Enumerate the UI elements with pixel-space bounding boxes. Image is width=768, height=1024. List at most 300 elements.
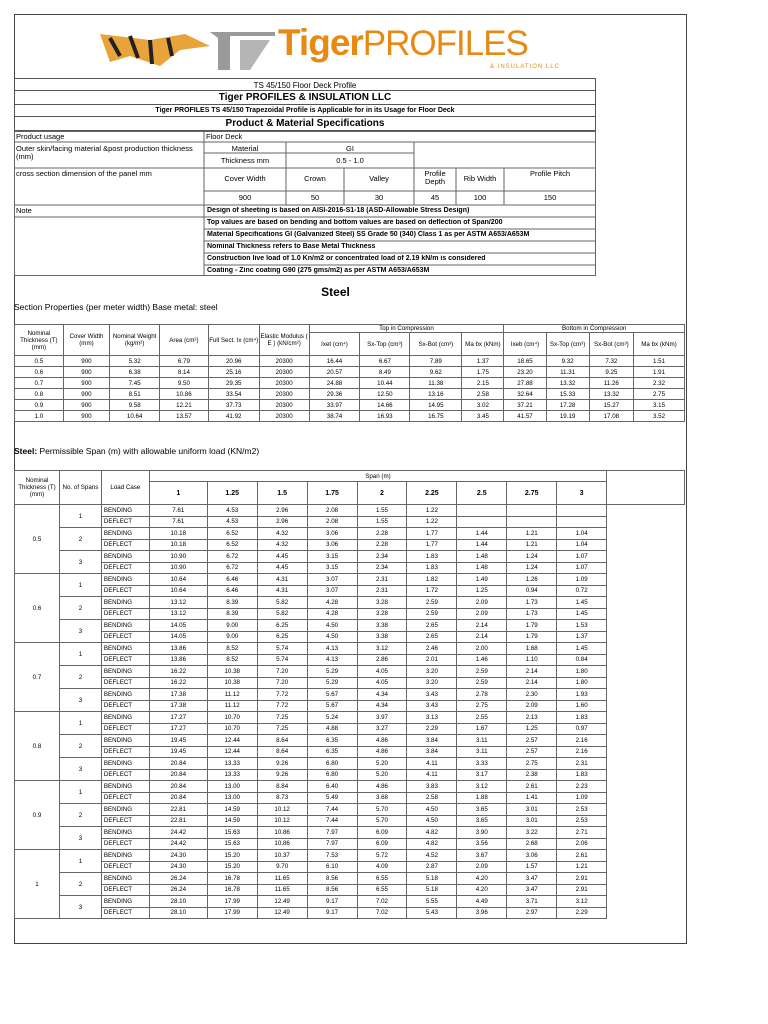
span-value-cell: 5.72 bbox=[357, 850, 407, 862]
span-value-cell: 1.24 bbox=[507, 562, 557, 574]
span-value-cell: 2.28 bbox=[357, 539, 407, 551]
span-value-cell: 6.72 bbox=[207, 562, 257, 574]
span-value-cell: 2.57 bbox=[507, 735, 557, 747]
props-cell: 29.36 bbox=[309, 389, 360, 400]
span-value-cell: 9.17 bbox=[307, 907, 357, 919]
span-value-cell: 13.33 bbox=[207, 769, 257, 781]
props-cell: 33.97 bbox=[309, 400, 360, 411]
note-item: Design of sheeting is based on AISI-2016-S1-18 (ASD-Allowable Stress Design) bbox=[207, 207, 470, 214]
load-case-cell: BENDING bbox=[101, 781, 149, 793]
props-column-header: Area (cm²) bbox=[160, 325, 209, 356]
span-value-cell: 1.22 bbox=[407, 505, 457, 517]
span-value-cell: 1.09 bbox=[557, 574, 607, 586]
props-subcolumn-header: Ma bx (kNm) bbox=[462, 333, 504, 356]
span-value-cell: 1.80 bbox=[557, 666, 607, 678]
props-subcolumn-header: Sx-Top (cm³) bbox=[546, 333, 589, 356]
props-cell: 33.54 bbox=[208, 389, 259, 400]
props-subcolumn-header: Sx-Bot (cm³) bbox=[410, 333, 462, 356]
span-value-cell: 10.37 bbox=[257, 850, 307, 862]
span-value-cell: 4.05 bbox=[357, 666, 407, 678]
span-value-cell: 6.80 bbox=[307, 769, 357, 781]
span-value-cell: 7.25 bbox=[257, 712, 307, 724]
span-value-cell: 4.20 bbox=[457, 884, 507, 896]
props-cell: 0.5 bbox=[15, 356, 64, 367]
span-value-cell: 8.56 bbox=[307, 884, 357, 896]
props-cell: 11.38 bbox=[410, 378, 462, 389]
props-cell: 1.37 bbox=[462, 356, 504, 367]
span-row bbox=[15, 896, 685, 908]
span-value-cell: 22.81 bbox=[149, 804, 207, 816]
span-value-cell: 24.42 bbox=[149, 838, 207, 850]
load-case-cell: DEFLECT bbox=[101, 907, 149, 919]
span-value-cell: 0.97 bbox=[557, 723, 607, 735]
span-value-cell: 2.29 bbox=[407, 723, 457, 735]
span-value-cell: 1.83 bbox=[407, 551, 457, 563]
spans-header: No. of Spans bbox=[59, 471, 101, 505]
span-value-cell: 2.31 bbox=[557, 758, 607, 770]
props-cell: 20300 bbox=[259, 378, 309, 389]
span-value-cell: 3.90 bbox=[457, 827, 507, 839]
span-value-cell: 1.45 bbox=[557, 608, 607, 620]
props-cell: 900 bbox=[63, 411, 110, 422]
span-value-cell: 10.64 bbox=[149, 574, 207, 586]
span-value-cell: 6.55 bbox=[357, 873, 407, 885]
load-case-cell: DEFLECT bbox=[101, 769, 149, 781]
spans-cell: 2 bbox=[59, 873, 101, 896]
note-item: Material Specifications GI (Galvanized Steel) SS Grade 50 (340) Class 1 as per ASTM A653/A653M bbox=[207, 231, 530, 238]
span-row bbox=[15, 528, 685, 540]
span-value-cell: 6.52 bbox=[207, 539, 257, 551]
span-value-cell: 10.12 bbox=[257, 815, 307, 827]
props-cell: 9.58 bbox=[110, 400, 160, 411]
span-value-cell: 5.29 bbox=[307, 666, 357, 678]
span-value-cell: 2.59 bbox=[457, 677, 507, 689]
props-body bbox=[15, 356, 685, 422]
load-case-cell: BENDING bbox=[101, 551, 149, 563]
span-value-cell: 2.08 bbox=[307, 516, 357, 528]
span-value-cell: 10.38 bbox=[207, 666, 257, 678]
span-value-cell: 4.53 bbox=[207, 505, 257, 517]
span-value-cell: 4.11 bbox=[407, 769, 457, 781]
props-column-header: Nominal Thickness (T) (mm) bbox=[15, 325, 64, 356]
span-value-cell: 9.00 bbox=[207, 631, 257, 643]
props-cell: 23.20 bbox=[504, 367, 546, 378]
spans-cell: 3 bbox=[59, 758, 101, 781]
span-value-cell: 7.97 bbox=[307, 827, 357, 839]
span-value-cell: 10.18 bbox=[149, 539, 207, 551]
span-value-cell: 8.52 bbox=[207, 654, 257, 666]
span-value-cell: 13.86 bbox=[149, 643, 207, 655]
span-value-cell: 15.20 bbox=[207, 850, 257, 862]
span-value-cell: 3.68 bbox=[357, 792, 407, 804]
load-case-cell: DEFLECT bbox=[101, 861, 149, 873]
span-value-cell: 2.13 bbox=[507, 712, 557, 724]
props-cell: 15.27 bbox=[589, 400, 633, 411]
span-value-cell: 14.59 bbox=[207, 804, 257, 816]
props-cell: 8.14 bbox=[160, 367, 209, 378]
span-value-cell: 4.28 bbox=[307, 597, 357, 609]
load-case-cell: BENDING bbox=[101, 505, 149, 517]
span-value-cell: 26.24 bbox=[149, 884, 207, 896]
span-value-cell: 3.38 bbox=[357, 631, 407, 643]
span-value-cell: 2.58 bbox=[407, 792, 457, 804]
spans-cell: 3 bbox=[59, 689, 101, 712]
thickness-cell: 0.9 bbox=[15, 781, 60, 850]
props-subcolumn-header: Sx-Bot (cm³) bbox=[589, 333, 633, 356]
span-value-cell: 4.82 bbox=[407, 838, 457, 850]
span-value-cell: 4.52 bbox=[407, 850, 457, 862]
span-value-cell: 2.65 bbox=[407, 631, 457, 643]
span-value-cell: 5.20 bbox=[357, 758, 407, 770]
props-cell: 900 bbox=[63, 389, 110, 400]
span-value-cell: 0.94 bbox=[507, 585, 557, 597]
props-cell: 11.31 bbox=[546, 367, 589, 378]
span-value-cell: 8.64 bbox=[257, 746, 307, 758]
dimension-header: Profile Pitch bbox=[529, 170, 571, 178]
span-value-cell: 4.20 bbox=[457, 873, 507, 885]
span-value-cell: 4.86 bbox=[357, 746, 407, 758]
span-length-header: 2.75 bbox=[507, 482, 557, 505]
props-cell: 16.75 bbox=[410, 411, 462, 422]
span-value-cell: 2.09 bbox=[457, 861, 507, 873]
span-value-cell: 1.21 bbox=[507, 539, 557, 551]
span-value-cell: 14.05 bbox=[149, 620, 207, 632]
span-row bbox=[15, 505, 685, 517]
span-row bbox=[15, 758, 685, 770]
load-case-cell: DEFLECT bbox=[101, 631, 149, 643]
load-case-cell: BENDING bbox=[101, 528, 149, 540]
props-cell: 2.58 bbox=[462, 389, 504, 400]
span-length-header: 1.75 bbox=[307, 482, 357, 505]
span-value-cell: 17.38 bbox=[149, 689, 207, 701]
span-value-cell: 7.25 bbox=[257, 723, 307, 735]
spec-title: Product & Material Specifications bbox=[14, 117, 596, 131]
span-value-cell: 6.46 bbox=[207, 574, 257, 586]
dimension-value: 30 bbox=[374, 194, 384, 202]
span-value-cell: 1.83 bbox=[557, 769, 607, 781]
span-value-cell: 2.08 bbox=[307, 505, 357, 517]
span-value-cell: 1.44 bbox=[457, 528, 507, 540]
span-value-cell: 2.28 bbox=[357, 528, 407, 540]
span-row bbox=[15, 597, 685, 609]
span-value-cell: 28.10 bbox=[149, 896, 207, 908]
span-value-cell: 1.67 bbox=[457, 723, 507, 735]
span-value-cell: 1.55 bbox=[357, 505, 407, 517]
span-value-cell: 2.29 bbox=[557, 907, 607, 919]
span-row bbox=[15, 666, 685, 678]
span-value-cell: 2.30 bbox=[507, 689, 557, 701]
span-value-cell: 2.78 bbox=[457, 689, 507, 701]
steel-title: Steel bbox=[321, 285, 350, 299]
span-value-cell: 9.00 bbox=[207, 620, 257, 632]
props-cell: 2.32 bbox=[633, 378, 684, 389]
props-column-header: Cover Width (mm) bbox=[63, 325, 110, 356]
span-row bbox=[15, 608, 685, 620]
span-value-cell: 17.38 bbox=[149, 700, 207, 712]
span-value-cell: 5.70 bbox=[357, 804, 407, 816]
span-value-cell: 3.20 bbox=[407, 666, 457, 678]
span-value-cell: 17.27 bbox=[149, 723, 207, 735]
dimension-value: 150 bbox=[543, 194, 557, 202]
props-cell: 1.91 bbox=[633, 367, 684, 378]
span-row bbox=[15, 850, 685, 862]
load-case-cell: BENDING bbox=[101, 689, 149, 701]
span-value-cell: 28.10 bbox=[149, 907, 207, 919]
span-value-cell: 2.75 bbox=[507, 758, 557, 770]
props-column-header: Full Sect. Ix (cm⁴) bbox=[208, 325, 259, 356]
dimension-header: Profile Depth bbox=[424, 170, 446, 186]
span-value-cell: 11.12 bbox=[207, 689, 257, 701]
span-value-cell: 2.00 bbox=[457, 643, 507, 655]
props-header bbox=[15, 325, 685, 356]
span-value-cell: 1.25 bbox=[457, 585, 507, 597]
props-cell: 27.88 bbox=[504, 378, 546, 389]
props-cell: 14.66 bbox=[360, 400, 410, 411]
spans-cell: 2 bbox=[59, 597, 101, 620]
span-value-cell: 3.11 bbox=[457, 746, 507, 758]
span-value-cell: 6.25 bbox=[257, 620, 307, 632]
span-value-cell: 2.09 bbox=[457, 597, 507, 609]
span-value-cell: 1.68 bbox=[507, 643, 557, 655]
load-case-cell: BENDING bbox=[101, 735, 149, 747]
span-value-cell: 2.31 bbox=[357, 585, 407, 597]
span-value-cell: 4.88 bbox=[307, 723, 357, 735]
props-cell: 20300 bbox=[259, 400, 309, 411]
load-case-cell: DEFLECT bbox=[101, 884, 149, 896]
span-row bbox=[15, 700, 685, 712]
span-value-cell: 8.39 bbox=[207, 608, 257, 620]
span-value-cell: 5.18 bbox=[407, 873, 457, 885]
span-row bbox=[15, 873, 685, 885]
span-value-cell: 0.84 bbox=[557, 654, 607, 666]
thickness-cell: 0.6 bbox=[15, 574, 60, 643]
span-value-cell: 3.28 bbox=[357, 597, 407, 609]
span-value-cell: 1.80 bbox=[557, 677, 607, 689]
props-cell: 3.15 bbox=[633, 400, 684, 411]
span-value-cell: 1.22 bbox=[407, 516, 457, 528]
thickness-header: Nominal Thickness (T) (mm) bbox=[15, 471, 60, 505]
span-value-cell: 4.82 bbox=[407, 827, 457, 839]
note-item: Top values are based on bending and bottom values are based on deflection of Span/200 bbox=[207, 219, 503, 226]
span-value-cell: 3.38 bbox=[357, 620, 407, 632]
span-value-cell: 6.46 bbox=[207, 585, 257, 597]
span-value-cell: 2.14 bbox=[457, 620, 507, 632]
span-value-cell: 4.32 bbox=[257, 539, 307, 551]
props-cell: 20.96 bbox=[208, 356, 259, 367]
note-item: Construction live load of 1.0 Kn/m2 or concentrated load of 2.19 kN/m is considered bbox=[207, 255, 486, 262]
span-value-cell: 1.07 bbox=[557, 562, 607, 574]
span-value-cell: 14.05 bbox=[149, 631, 207, 643]
span-value-cell: 3.43 bbox=[407, 689, 457, 701]
thickness-value: 0.5 - 1.0 bbox=[336, 157, 364, 165]
span-value-cell: 2.53 bbox=[557, 804, 607, 816]
span-row bbox=[15, 746, 685, 758]
load-case-cell: DEFLECT bbox=[101, 723, 149, 735]
span-value-cell: 1.82 bbox=[407, 574, 457, 586]
span-value-cell: 5.24 bbox=[307, 712, 357, 724]
span-value-cell: 2.91 bbox=[557, 873, 607, 885]
span-value-cell: 5.49 bbox=[307, 792, 357, 804]
props-cell: 6.38 bbox=[110, 367, 160, 378]
load-case-cell: DEFLECT bbox=[101, 608, 149, 620]
thickness-label: Thickness mm bbox=[220, 157, 270, 165]
span-value-cell: 3.28 bbox=[357, 608, 407, 620]
span-value-cell: 6.35 bbox=[307, 746, 357, 758]
span-value-cell: 4.32 bbox=[257, 528, 307, 540]
props-cell: 9.32 bbox=[546, 356, 589, 367]
load-case-header: Load Case bbox=[101, 471, 149, 505]
thickness-cell: 0.7 bbox=[15, 643, 60, 712]
span-row bbox=[15, 562, 685, 574]
dimension-value: 50 bbox=[310, 194, 320, 202]
load-case-cell: DEFLECT bbox=[101, 654, 149, 666]
span-value-cell: 4.50 bbox=[307, 620, 357, 632]
span-value-cell: 3.96 bbox=[457, 907, 507, 919]
span-value-cell: 1.37 bbox=[557, 631, 607, 643]
props-cell: 3.52 bbox=[633, 411, 684, 422]
props-cell: 17.08 bbox=[589, 411, 633, 422]
span-value-cell: 3.83 bbox=[407, 781, 457, 793]
props-cell: 5.32 bbox=[110, 356, 160, 367]
props-cell: 3.45 bbox=[462, 411, 504, 422]
span-value-cell: 3.65 bbox=[457, 815, 507, 827]
span-value-cell: 5.55 bbox=[407, 896, 457, 908]
props-cell: 12.21 bbox=[160, 400, 209, 411]
span-value-cell: 2.59 bbox=[407, 597, 457, 609]
props-row bbox=[15, 356, 685, 367]
props-cell: 20300 bbox=[259, 411, 309, 422]
span-value-cell: 3.06 bbox=[507, 850, 557, 862]
note-label: Note bbox=[16, 207, 32, 215]
span-value-cell: 4.13 bbox=[307, 643, 357, 655]
span-length-header: 1.25 bbox=[207, 482, 257, 505]
span-value-cell: 5.20 bbox=[357, 769, 407, 781]
dimension-header: Rib Width bbox=[463, 175, 497, 183]
span-value-cell: 8.84 bbox=[257, 781, 307, 793]
spec-table bbox=[14, 131, 596, 276]
span-value-cell: 1.41 bbox=[507, 792, 557, 804]
span-value-cell: 6.40 bbox=[307, 781, 357, 793]
span-row bbox=[15, 516, 685, 528]
span-value-cell: 2.09 bbox=[507, 700, 557, 712]
span-value-cell: 3.71 bbox=[507, 896, 557, 908]
top-compression-header: Top in Compression bbox=[309, 325, 504, 333]
dimension-header: Crown bbox=[304, 175, 326, 183]
span-value-cell: 24.30 bbox=[149, 850, 207, 862]
span-value-cell: 2.71 bbox=[557, 827, 607, 839]
span-value-cell: 1.48 bbox=[457, 562, 507, 574]
props-row bbox=[15, 400, 685, 411]
props-cell: 41.57 bbox=[504, 411, 546, 422]
span-value-cell: 7.53 bbox=[307, 850, 357, 862]
span-value-cell: 3.12 bbox=[357, 643, 407, 655]
span-value-cell: 6.09 bbox=[357, 838, 407, 850]
span-value-cell bbox=[457, 505, 507, 517]
span-value-cell: 7.20 bbox=[257, 677, 307, 689]
span-value-cell: 5.70 bbox=[357, 815, 407, 827]
span-value-cell: 4.45 bbox=[257, 562, 307, 574]
span-value-cell: 1.79 bbox=[507, 620, 557, 632]
props-cell: 20.57 bbox=[309, 367, 360, 378]
span-value-cell: 1.45 bbox=[557, 643, 607, 655]
span-value-cell: 10.90 bbox=[149, 562, 207, 574]
span-length-header: 2.25 bbox=[407, 482, 457, 505]
span-value-cell: 2.34 bbox=[357, 562, 407, 574]
span-value-cell: 17.99 bbox=[207, 907, 257, 919]
span-value-cell: 4.34 bbox=[357, 689, 407, 701]
span-value-cell: 4.09 bbox=[357, 861, 407, 873]
props-cell: 10.86 bbox=[160, 389, 209, 400]
span-value-cell: 10.38 bbox=[207, 677, 257, 689]
span-value-cell: 2.86 bbox=[357, 654, 407, 666]
span-value-cell: 2.14 bbox=[457, 631, 507, 643]
span-row bbox=[15, 574, 685, 586]
span-value-cell: 12.44 bbox=[207, 735, 257, 747]
span-value-cell: 3.56 bbox=[457, 838, 507, 850]
span-value-cell: 22.81 bbox=[149, 815, 207, 827]
product-usage-value: Floor Deck bbox=[206, 133, 243, 141]
span-value-cell: 20.84 bbox=[149, 758, 207, 770]
span-value-cell: 1.49 bbox=[457, 574, 507, 586]
section-properties-table bbox=[14, 324, 685, 422]
load-case-cell: DEFLECT bbox=[101, 700, 149, 712]
props-cell: 1.0 bbox=[15, 411, 64, 422]
blank-column bbox=[607, 471, 685, 505]
span-value-cell: 5.74 bbox=[257, 654, 307, 666]
span-row bbox=[15, 689, 685, 701]
header-block bbox=[14, 78, 596, 131]
span-value-cell: 3.47 bbox=[507, 884, 557, 896]
span-value-cell: 6.52 bbox=[207, 528, 257, 540]
span-value-cell bbox=[557, 516, 607, 528]
span-value-cell: 2.46 bbox=[407, 643, 457, 655]
span-m-header: Span (m) bbox=[149, 471, 606, 482]
span-value-cell bbox=[457, 516, 507, 528]
span-value-cell: 1.09 bbox=[557, 792, 607, 804]
load-case-cell: BENDING bbox=[101, 873, 149, 885]
span-value-cell: 4.31 bbox=[257, 585, 307, 597]
span-value-cell: 2.31 bbox=[357, 574, 407, 586]
spans-cell: 2 bbox=[59, 804, 101, 827]
span-value-cell: 3.67 bbox=[457, 850, 507, 862]
span-value-cell: 10.90 bbox=[149, 551, 207, 563]
span-value-cell: 2.16 bbox=[557, 746, 607, 758]
span-value-cell: 9.26 bbox=[257, 769, 307, 781]
span-value-cell: 16.78 bbox=[207, 884, 257, 896]
brand-name: TigerPROFILES bbox=[278, 22, 528, 63]
span-row bbox=[15, 792, 685, 804]
props-header-row bbox=[15, 325, 685, 333]
span-row bbox=[15, 712, 685, 724]
span-value-cell: 5.43 bbox=[407, 907, 457, 919]
span-value-cell: 7.02 bbox=[357, 907, 407, 919]
props-cell: 13.32 bbox=[546, 378, 589, 389]
span-value-cell: 2.61 bbox=[507, 781, 557, 793]
span-value-cell: 4.05 bbox=[357, 677, 407, 689]
span-value-cell: 5.82 bbox=[257, 608, 307, 620]
spans-cell: 2 bbox=[59, 666, 101, 689]
span-value-cell: 16.22 bbox=[149, 677, 207, 689]
props-row bbox=[15, 411, 685, 422]
load-case-cell: BENDING bbox=[101, 643, 149, 655]
spans-cell: 3 bbox=[59, 896, 101, 919]
span-value-cell: 2.96 bbox=[257, 505, 307, 517]
props-cell: 2.15 bbox=[462, 378, 504, 389]
props-cell: 41.92 bbox=[208, 411, 259, 422]
props-cell: 7.89 bbox=[410, 356, 462, 367]
props-cell: 0.8 bbox=[15, 389, 64, 400]
props-cell: 24.88 bbox=[309, 378, 360, 389]
